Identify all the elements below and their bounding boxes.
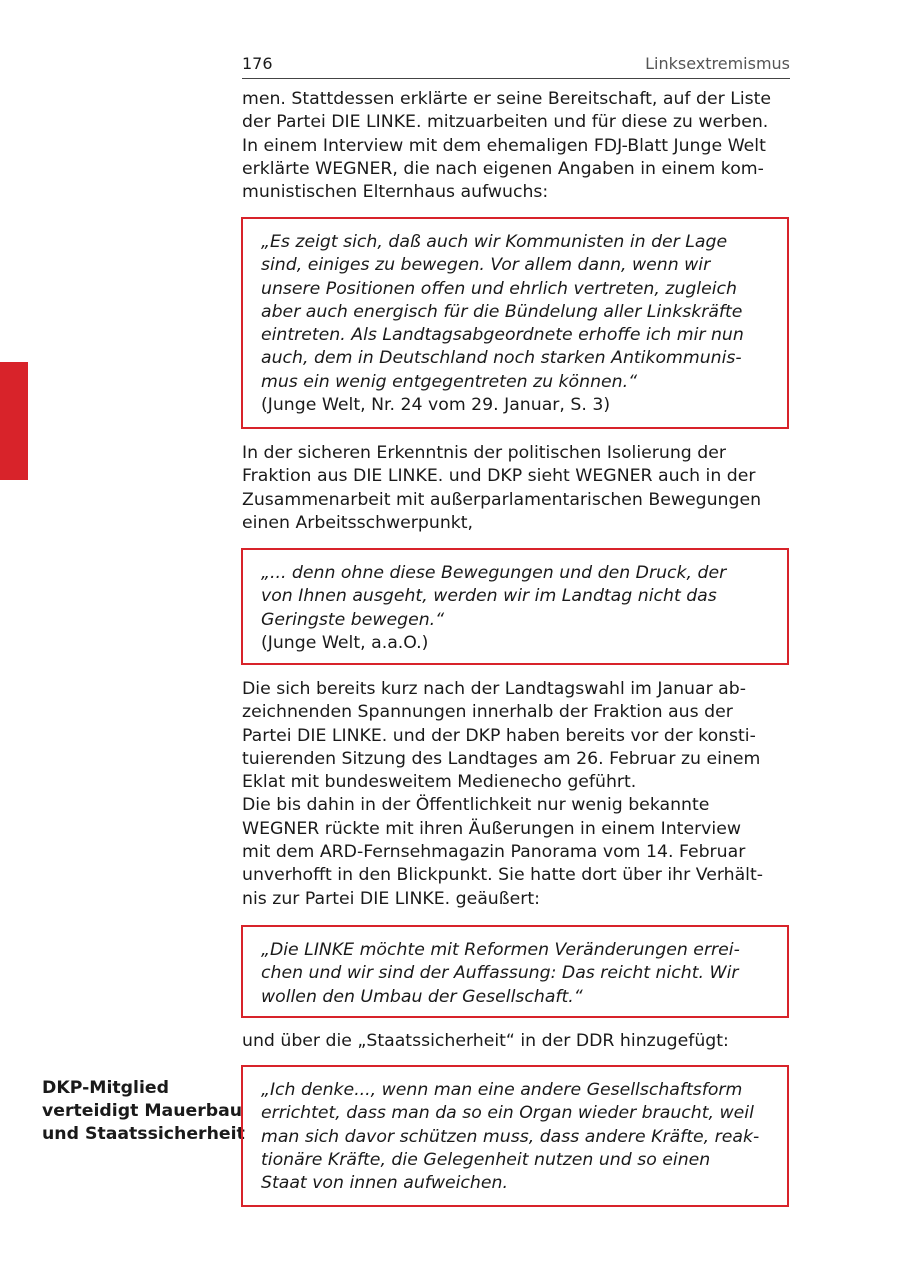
- margin-note-line: DKP-Mitglied: [42, 1078, 169, 1098]
- quote-source: (Junge Welt, a.a.O.): [261, 632, 429, 653]
- text-line: Fraktion aus DIE LINKE. und DKP sieht WEGNER auch in der: [242, 466, 756, 487]
- quote-box-4: [241, 1065, 789, 1207]
- quote-line: aber auch energisch für die Bündelung aller Linkskräfte: [261, 301, 743, 322]
- quote-line: auch, dem in Deutschland noch starken Antikommunis-: [261, 348, 742, 369]
- page-number: 176: [242, 54, 273, 73]
- paragraph-1: [242, 88, 790, 204]
- text-line: einen Arbeitsschwerpunkt,: [242, 512, 474, 533]
- text-line: In einem Interview mit dem ehemaligen FDJ-Blatt Junge Welt: [242, 135, 766, 156]
- text-line: Die sich bereits kurz nach der Landtagswahl im Januar ab-: [242, 679, 746, 699]
- margin-note: [42, 1077, 245, 1146]
- text-line: unverhofft in den Blickpunkt. Sie hatte dort über ihr Verhält-: [242, 865, 763, 886]
- margin-note-line: und Staatssicherheit: [42, 1124, 245, 1144]
- quote-line: man sich davor schützen muss, dass andere Kräfte, reak-: [261, 1126, 760, 1147]
- text-line: munistischen Elternhaus aufwuchs:: [242, 182, 549, 203]
- quote-line: von Ihnen ausgeht, werden wir im Landtag nicht das: [261, 586, 717, 607]
- quote-box-2: [241, 548, 789, 665]
- paragraph-2: [242, 442, 790, 535]
- text-line: Zusammenarbeit mit außerparlamentarischen Bewegungen: [242, 489, 762, 510]
- text-line: In der sicheren Erkenntnis der politischen Isolierung der: [242, 443, 726, 463]
- page-header: [242, 52, 790, 79]
- quote-line: unsere Positionen offen und ehrlich vertreten, zugleich: [261, 278, 737, 299]
- margin-note-line: verteidigt Mauerbau: [42, 1101, 243, 1121]
- text-line: tuierenden Sitzung des Landtages am 26. Februar zu einem: [242, 748, 761, 769]
- text-line: der Partei DIE LINKE. mitzuarbeiten und für diese zu werben.: [242, 112, 769, 133]
- quote-source: (Junge Welt, Nr. 24 vom 29. Januar, S. 3): [261, 395, 611, 416]
- quote-box-1: [241, 217, 789, 429]
- text-line: Die bis dahin in der Öffentlichkeit nur wenig bekannte: [242, 795, 710, 816]
- quote-line: mus ein wenig entgegentreten zu können.“: [261, 371, 638, 392]
- running-title: Linksextremismus: [645, 54, 790, 73]
- quote-line: „Die LINKE möchte mit Reformen Veränderungen errei-: [261, 940, 740, 960]
- text-line: und über die „Staatssicherheit“ in der DDR hinzugefügt:: [242, 1031, 729, 1051]
- quote-line: wollen den Umbau der Gesellschaft.“: [261, 986, 583, 1007]
- quote-line: tionäre Kräfte, die Gelegenheit nutzen und so einen: [261, 1149, 711, 1170]
- quote-line: „Ich denke..., wenn man eine andere Gesellschaftsform: [261, 1080, 743, 1100]
- quote-line: errichtet, dass man da so ein Organ wieder braucht, weil: [261, 1103, 754, 1124]
- text-line: men. Stattdessen erklärte er seine Bereitschaft, auf der Liste: [242, 89, 772, 109]
- chapter-marker-bar: [0, 362, 28, 480]
- quote-line: chen und wir sind der Auffassung: Das reicht nicht. Wir: [261, 963, 739, 984]
- quote-box-3: [241, 925, 789, 1018]
- quote-line: sind, einiges zu bewegen. Vor allem dann, wenn wir: [261, 255, 711, 276]
- paragraph-3: [242, 678, 790, 911]
- text-line: mit dem ARD-Fernsehmagazin Panorama vom 14. Februar: [242, 842, 746, 863]
- paragraph-4: [242, 1030, 790, 1053]
- quote-line: „... denn ohne diese Bewegungen und den Druck, der: [261, 563, 727, 583]
- text-line: Eklat mit bundesweitem Medienecho geführt.: [242, 772, 637, 793]
- text-line: WEGNER rückte mit ihren Äußerungen in einem Interview: [242, 818, 741, 839]
- text-line: nis zur Partei DIE LINKE. geäußert:: [242, 888, 540, 909]
- quote-line: Staat von innen aufweichen.: [261, 1173, 508, 1194]
- quote-line: eintreten. Als Landtagsabgeordnete erhoffe ich mir nun: [261, 325, 744, 346]
- text-line: zeichnenden Spannungen innerhalb der Fraktion aus der: [242, 702, 733, 723]
- text-line: Partei DIE LINKE. und der DKP haben bereits vor der konsti-: [242, 725, 756, 746]
- quote-line: Geringste bewegen.“: [261, 609, 445, 630]
- text-line: erklärte WEGNER, die nach eigenen Angaben in einem kom-: [242, 158, 764, 179]
- quote-line: „Es zeigt sich, daß auch wir Kommunisten in der Lage: [261, 232, 728, 252]
